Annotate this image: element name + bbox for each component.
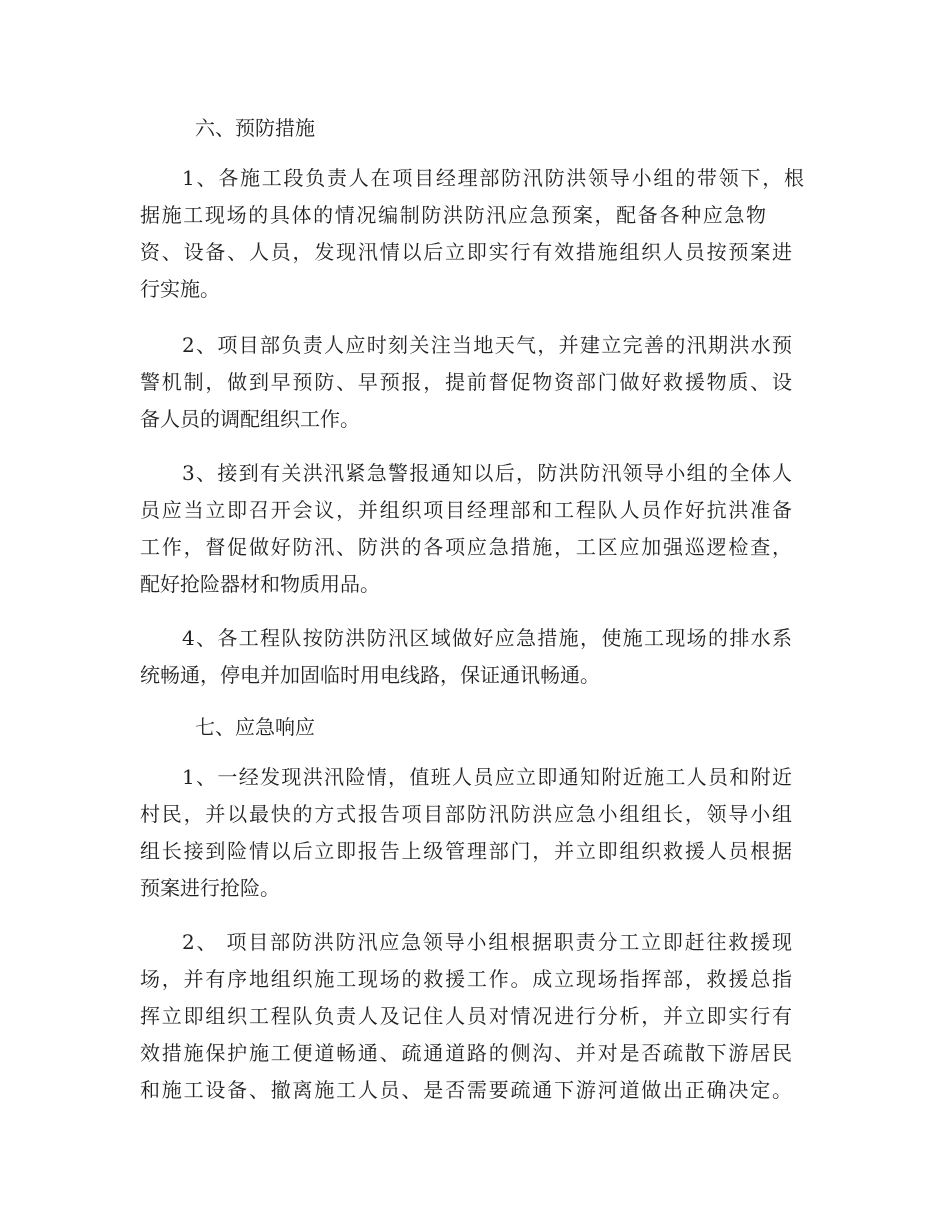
paragraph-line: 3、接到有关洪汛紧急警报通知以后，防洪防汛领导小组的全体人 bbox=[182, 461, 792, 485]
paragraph-line: 员应当立即召开会议，并组织项目经理部和工程队人员作好抗洪准备 bbox=[140, 498, 792, 522]
paragraph-line: 1、各施工段负责人在项目经理部防汛防洪领导小组的带领下，根 bbox=[182, 166, 804, 190]
paragraph-line: 预案进行抢险。 bbox=[140, 876, 280, 900]
paragraph-line: 据施工现场的具体的情况编制防洪防汛应急预案，配备各种应急物 bbox=[140, 203, 766, 227]
paragraph-line: 挥立即组织工程队负责人及记住人员对情况进行分析，并立即实行有 bbox=[140, 1004, 792, 1028]
paragraph-line: 资、设备、人员，发现汛情以后立即实行有效措施组织人员按预案进 bbox=[140, 240, 792, 264]
paragraph-line: 效措施保护施工便道畅通、疏通道路的侧沟、并对是否疏散下游居民 bbox=[140, 1041, 792, 1065]
paragraph-line: 村民，并以最快的方式报告项目部防汛防洪应急小组组长，领导小组 bbox=[140, 802, 792, 826]
paragraph-line: 2、 项目部防洪防汛应急领导小组根据职责分工立即赶往救援现 bbox=[182, 930, 792, 954]
paragraph-line: 4、各工程队按防洪防汛区域做好应急措施，使施工现场的排水系 bbox=[182, 626, 792, 650]
paragraph-line: 备人员的调配组织工作。 bbox=[140, 407, 360, 431]
paragraph-line: 行实施。 bbox=[140, 277, 220, 301]
paragraph-line: 统畅通，停电并加固临时用电线路，保证通讯畅通。 bbox=[140, 663, 600, 687]
section-heading-prevention: 六、预防措施 bbox=[195, 116, 315, 140]
paragraph-line: 和施工设备、撤离施工人员、是否需要疏通下游河道做出正确决定。 bbox=[140, 1078, 792, 1102]
paragraph-line: 场，并有序地组织施工现场的救援工作。成立现场指挥部，救援总指 bbox=[140, 967, 792, 991]
paragraph-line: 1、一经发现洪汛险情，值班人员应立即通知附近施工人员和附近 bbox=[182, 765, 792, 789]
paragraph-line: 组长接到险情以后立即报告上级管理部门，并立即组织救援人员根据 bbox=[140, 839, 792, 863]
paragraph-line: 2、项目部负责人应时刻关注当地天气，并建立完善的汛期洪水预 bbox=[182, 333, 792, 357]
paragraph-line: 配好抢险器材和物质用品。 bbox=[140, 572, 380, 596]
paragraph-line: 警机制，做到早预防、早预报，提前督促物资部门做好救援物质、设 bbox=[140, 370, 792, 394]
section-heading-emergency-response: 七、应急响应 bbox=[195, 715, 315, 739]
paragraph-line: 工作，督促做好防汛、防洪的各项应急措施，工区应加强巡逻检查， bbox=[140, 535, 792, 559]
